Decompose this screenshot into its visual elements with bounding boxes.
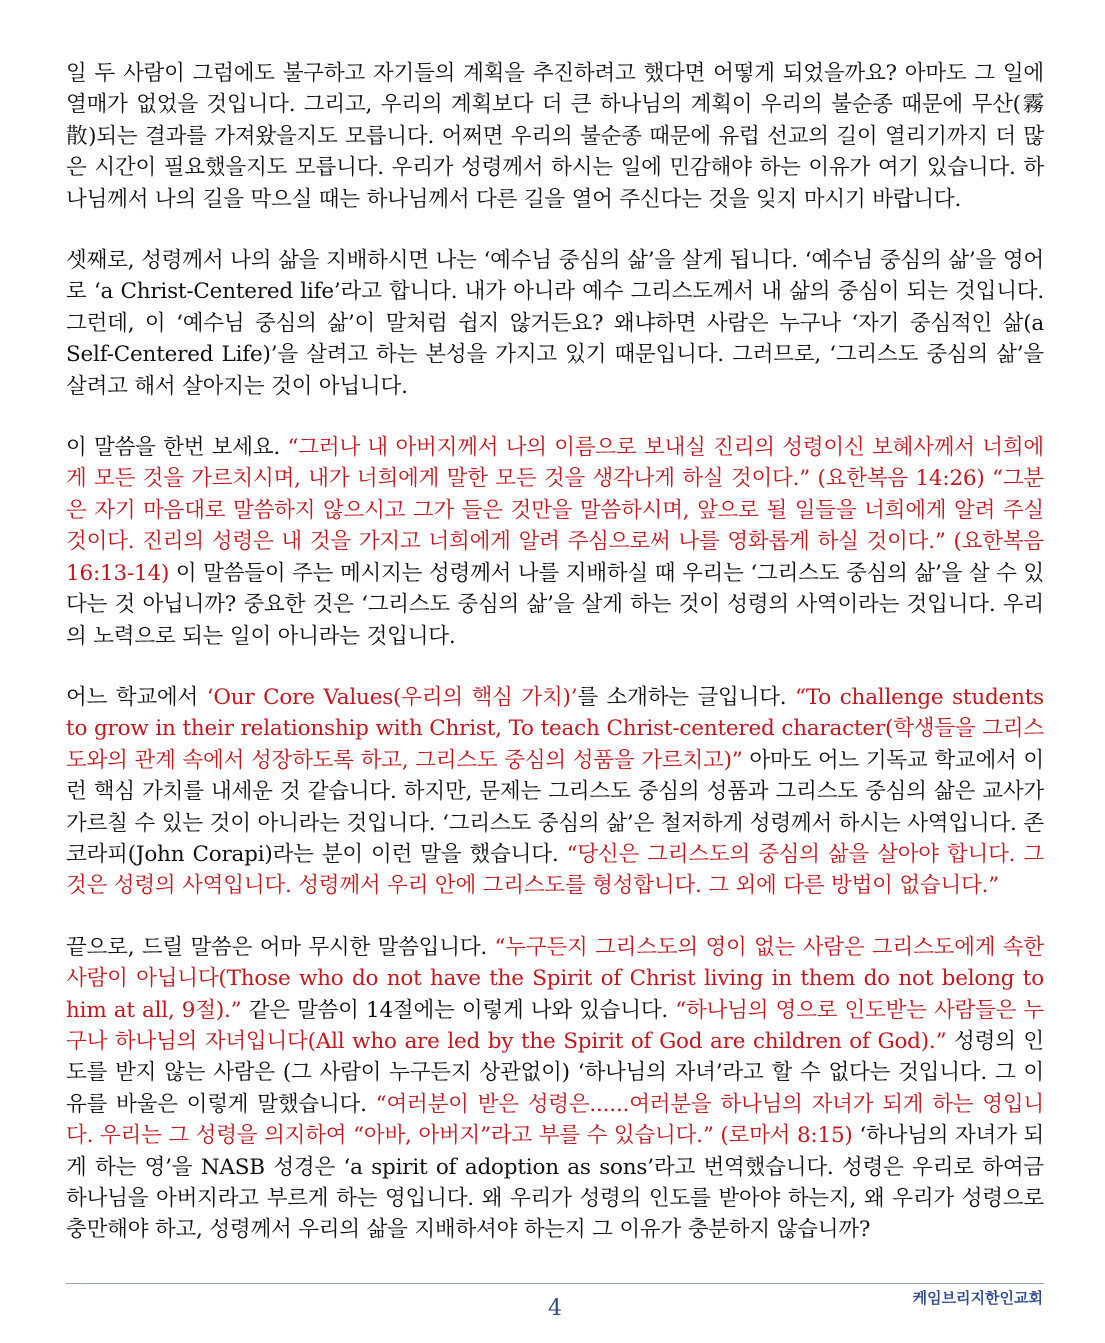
paragraph-1 bbox=[66, 58, 1044, 215]
scripture-quote-romans-8-15: “여러분이 받은 성령은......여러분을 하나님의 자녀가 되게 하는 영입니다. 우리는 그 성령을 의지하여 “아바, 아버지”라고 부를 수 있습니다.” (로마서 8:15) bbox=[66, 1091, 1044, 1149]
paragraph-5-text-b: 성령의 인도를 받지 않는 사람은 (그 사람이 누구든지 상관없이) ‘하나님의 자녀’라고 할 수 없다는 것입니다. 그 이유를 바울은 이렇게 말했습니다. bbox=[66, 1028, 1044, 1117]
paragraph-2 bbox=[66, 245, 1044, 402]
paragraph-5-text-c: ‘하나님의 자녀가 되게 하는 영’을 NASB 성경은 ‘a spirit of adoption as sons’라고 번역했습니다. 성령은 우리로 하여금 하나님을 아버지라고 부르게 하는 영입니다. 왜 우리가 성령의 인도를 받아야 하는지, 왜 우리가 성령으로 충만해야 하고, 성령께서 우리의 삶을 지배하셔야 하는지 그 이유가 충분하지 않습니까? bbox=[66, 1123, 1044, 1243]
paragraph-1-text: 일 두 사람이 그럼에도 불구하고 자기들의 계획을 추진하려고 했다면 어떻게 되었을까요? 아마도 그 일에 열매가 없었을 것입니다. 그리고, 우리의 계획보다 더 큰 하나님의 계획이 우리의 불순종 때문에 무산(霧散)되는 결과를 가져왔을지도 모릅니다. 어쩌면 우리의 불순종 때문에 유럽 선교의 길이 열리기까지 더 많은 시간이 필요했을지도 모릅니다. 우리가 성령께서 하시는 일에 민감해야 하는 이유가 여기 있습니다. 하나님께서 나의 길을 막으실 때는 하나님께서 다른 길을 열어 주신다는 것을 잊지 마시기 바랍니다. bbox=[66, 61, 1045, 212]
paragraph-3 bbox=[66, 432, 1044, 652]
footer-divider bbox=[66, 1283, 1044, 1284]
sermon-page-body bbox=[66, 58, 1044, 1276]
paragraph-4-intro: 어느 학교에서 bbox=[66, 684, 207, 710]
paragraph-3-intro: 이 말씀을 한번 보세요. bbox=[66, 435, 288, 461]
paragraph-4 bbox=[66, 682, 1044, 902]
paragraph-5-intro: 끝으로, 드릴 말씀은 어마 무시한 말씀입니다. bbox=[66, 934, 495, 960]
corapi-quote: “당신은 그리스도의 중심의 삶을 살아야 합니다. 그것은 성령의 사역입니다. 성령께서 우리 안에 그리스도를 형성합니다. 그 외에 다른 방법이 없습니다.” bbox=[66, 841, 1044, 899]
scripture-quote-john: “그러나 내 아버지께서 나의 이름으로 보내실 진리의 성령이신 보혜사께서 너희에게 모든 것을 가르치시며, 내가 너희에게 말한 모든 것을 생각나게 하실 것이다.” (요한복음 14:26) “그분은 자기 마음대로 말씀하지 않으시고 그가 들은 것만을 말씀하시며, 앞으로 될 일들을 너희에게 알려 주실 것이다. 진리의 성령은 내 것을 가지고 너희에게 알려 주심으로써 나를 영화롭게 하실 것이다.” (요한복음 16:13-14) bbox=[66, 435, 1044, 586]
paragraph-2-text: 셋째로, 성령께서 나의 삶을 지배하시면 나는 ‘예수님 중심의 삶’을 살게 됩니다. ‘예수님 중심의 삶’을 영어로 ‘a Christ-Centered life’라고 합니다. 내가 아니라 예수 그리스도께서 내 삶의 중심이 되는 것입니다. 그런데, 이 ‘예수님 중심의 삶’이 말처럼 쉽지 않거든요? 왜냐하면 사람은 누구나 ‘자기 중심적인 삶(a Self-Centered Life)’을 살려고 하는 본성을 가지고 있기 때문입니다. 그러므로, ‘그리스도 중심의 삶’을 살려고 해서 살아지는 것이 아닙니다. bbox=[66, 248, 1044, 399]
paragraph-4-text-b: 아마도 어느 기독교 학교에서 이런 핵심 가치를 내세운 것 같습니다. 하지만, 문제는 그리스도 중심의 성품과 그리스도 중심의 삶은 교사가 가르칠 수 있는 것이 아니라는 것입니다. ‘그리스도 중심의 삶’은 철저하게 성령께서 하시는 사역입니다. 존 코라피(John Corapi)라는 분이 이런 말을 했습니다. bbox=[66, 747, 1044, 867]
church-name: 케임브리지한인교회 bbox=[912, 1289, 1043, 1307]
scripture-quote-romans-8-9: “누구든지 그리스도의 영이 없는 사람은 그리스도에게 속한 사람이 아닙니다(Those who do not have the Spirit of Christ living in them do not belong to him at all, 9절).” bbox=[66, 934, 1044, 1023]
paragraph-3-commentary: 이 말씀들이 주는 메시지는 성령께서 나를 지배하실 때 우리는 ‘그리스도 중심의 삶’을 살 수 있다는 것 아닙니까? 중요한 것은 ‘그리스도 중심의 삶’을 살게 하는 것이 성령의 사역이라는 것입니다. 우리의 노력으로 되는 일이 아니라는 것입니다. bbox=[66, 560, 1044, 649]
core-values-quote: “To challenge students to grow in their relationship with Christ, To teach Christ-centered character(학생들을 그리스도와의 관계 속에서 성장하도록 하고, 그리스도 중심의 성품을 가르치고)” bbox=[66, 684, 1044, 773]
paragraph-5 bbox=[66, 932, 1044, 1246]
core-values-title: ‘Our Core Values(우리의 핵심 가치)’ bbox=[206, 684, 578, 710]
page-number: 4 bbox=[548, 1296, 562, 1321]
paragraph-5-text-a: 같은 말씀이 14절에는 이렇게 나와 있습니다. bbox=[241, 997, 676, 1023]
scripture-quote-romans-8-14: “하나님의 영으로 인도받는 사람들은 누구나 하나님의 자녀입니다(All who are led by the Spirit of God are children of God).” bbox=[66, 997, 1044, 1054]
paragraph-4-text-a: 를 소개하는 글입니다. bbox=[577, 684, 796, 710]
